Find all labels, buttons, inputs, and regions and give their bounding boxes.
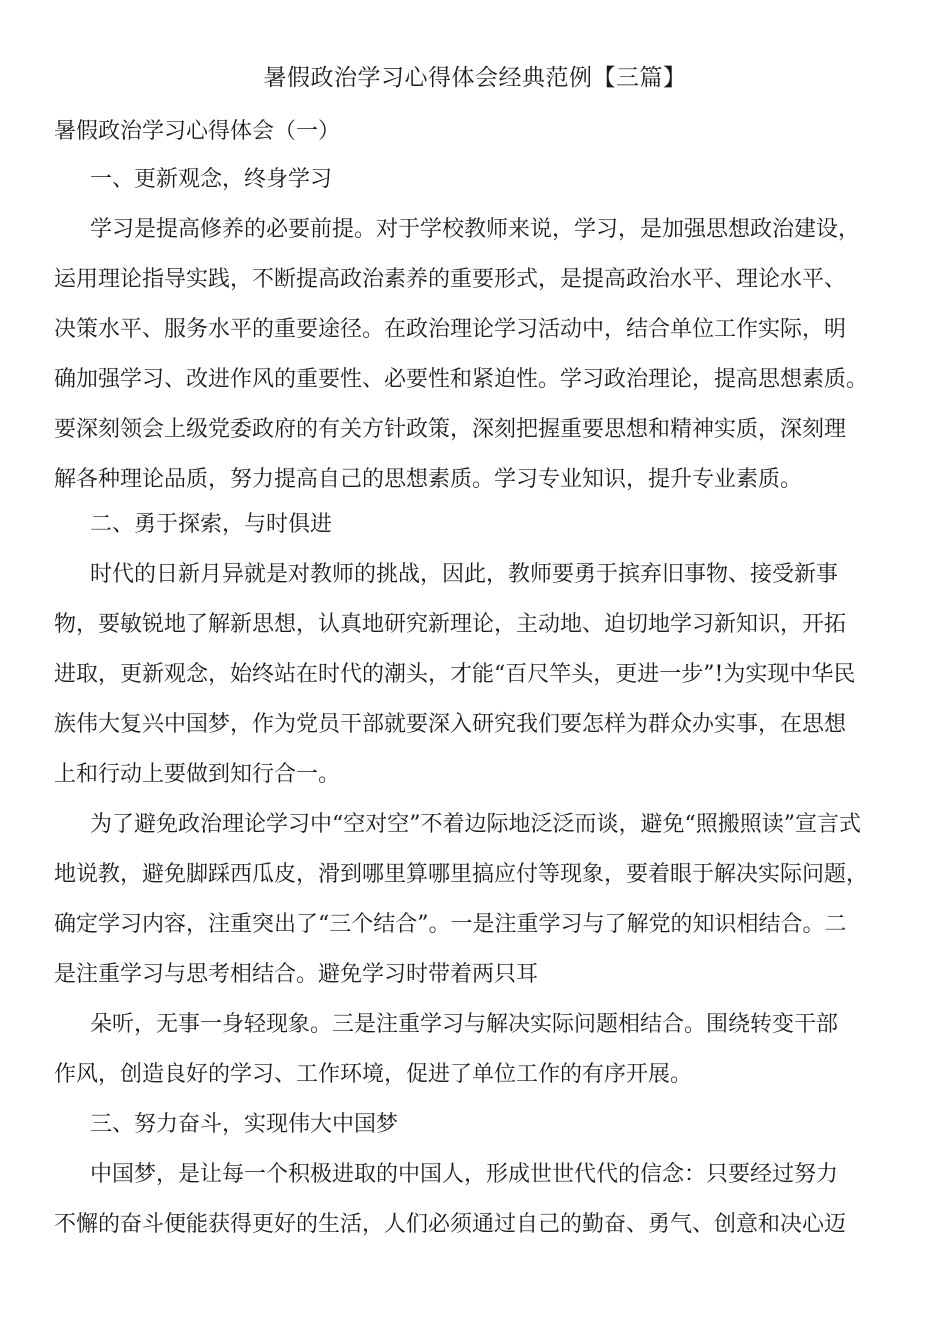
paragraph-line: 上和行动上要做到知行合一。 (54, 762, 341, 787)
section-2-paragraph-2 (54, 800, 924, 1000)
document-subtitle: 暑假政治学习心得体会（一） (54, 119, 341, 144)
paragraph-line: 中国梦，是让每一个积极进取的中国人，形成世世代代的信念：只要经过努力 (90, 1162, 839, 1187)
paragraph-line: 决策水平、服务水平的重要途径。在政治理论学习活动中，结合单位工作实际，明 (54, 317, 847, 342)
paragraph-line: 不懈的奋斗便能获得更好的生活，人们必须通过自己的勤奋、勇气、创意和决心迈 (54, 1212, 847, 1237)
section-2-paragraph-1 (54, 550, 924, 800)
paragraph-line: 要深刻领会上级党委政府的有关方针政策，深刻把握重要思想和精神实质，深刻理 (54, 417, 847, 442)
paragraph-line: 学习是提高修养的必要前提。对于学校教师来说，学习，是加强思想政治建设， (90, 217, 861, 242)
paragraph-line: 时代的日新月异就是对教师的挑战，因此，教师要勇于摈弃旧事物、接受新事 (90, 562, 839, 587)
paragraph-line: 作风，创造良好的学习、工作环境，促进了单位工作的有序开展。 (54, 1062, 693, 1087)
paragraph-line: 朵听，无事一身轻现象。三是注重学习与解决实际问题相结合。围绕转变干部 (90, 1012, 839, 1037)
paragraph-line: 进取，更新观念，始终站在时代的潮头，才能“百尺竿头，更进一步”!为实现中华民 (54, 662, 856, 687)
paragraph-line: 运用理论指导实践，不断提高政治素养的重要形式，是提高政治水平、理论水平、 (54, 267, 847, 292)
paragraph-line: 解各种理论品质，努力提高自己的思想素质。学习专业知识，提升专业素质。 (54, 467, 803, 492)
section-heading-1: 一、更新观念，终身学习 (90, 167, 333, 192)
paragraph-line: 地说教，避免脚踩西瓜皮，滑到哪里算哪里搞应付等现象，要着眼于解决实际问题， (54, 862, 869, 887)
section-1-paragraph-1 (54, 205, 924, 505)
paragraph-line: 确定学习内容，注重突出了“三个结合”。一是注重学习与了解党的知识相结合。二 (54, 912, 847, 937)
paragraph-line: 族伟大复兴中国梦，作为党员干部就要深入研究我们要怎样为群众办实事，在思想 (54, 712, 847, 737)
paragraph-line: 物，要敏锐地了解新思想，认真地研究新理论，主动地、迫切地学习新知识，开拓 (54, 612, 847, 637)
section-heading-3: 三、努力奋斗，实现伟大中国梦 (90, 1112, 399, 1137)
paragraph-line: 确加强学习、改进作风的重要性、必要性和紧迫性。学习政治理论，提高思想素质。 (54, 367, 869, 392)
paragraph-line: 是注重学习与思考相结合。避免学习时带着两只耳 (54, 962, 539, 987)
section-2-paragraph-3 (54, 1000, 924, 1100)
section-3-paragraph-1 (54, 1150, 924, 1250)
section-heading-2: 二、勇于探索，与时俱进 (90, 512, 333, 537)
paragraph-line: 为了避免政治理论学习中“空对空”不着边际地泛泛而谈，避免“照搬照读”宣言式 (90, 812, 861, 837)
document-title: 暑假政治学习心得体会经典范例【三篇】 (263, 65, 687, 91)
